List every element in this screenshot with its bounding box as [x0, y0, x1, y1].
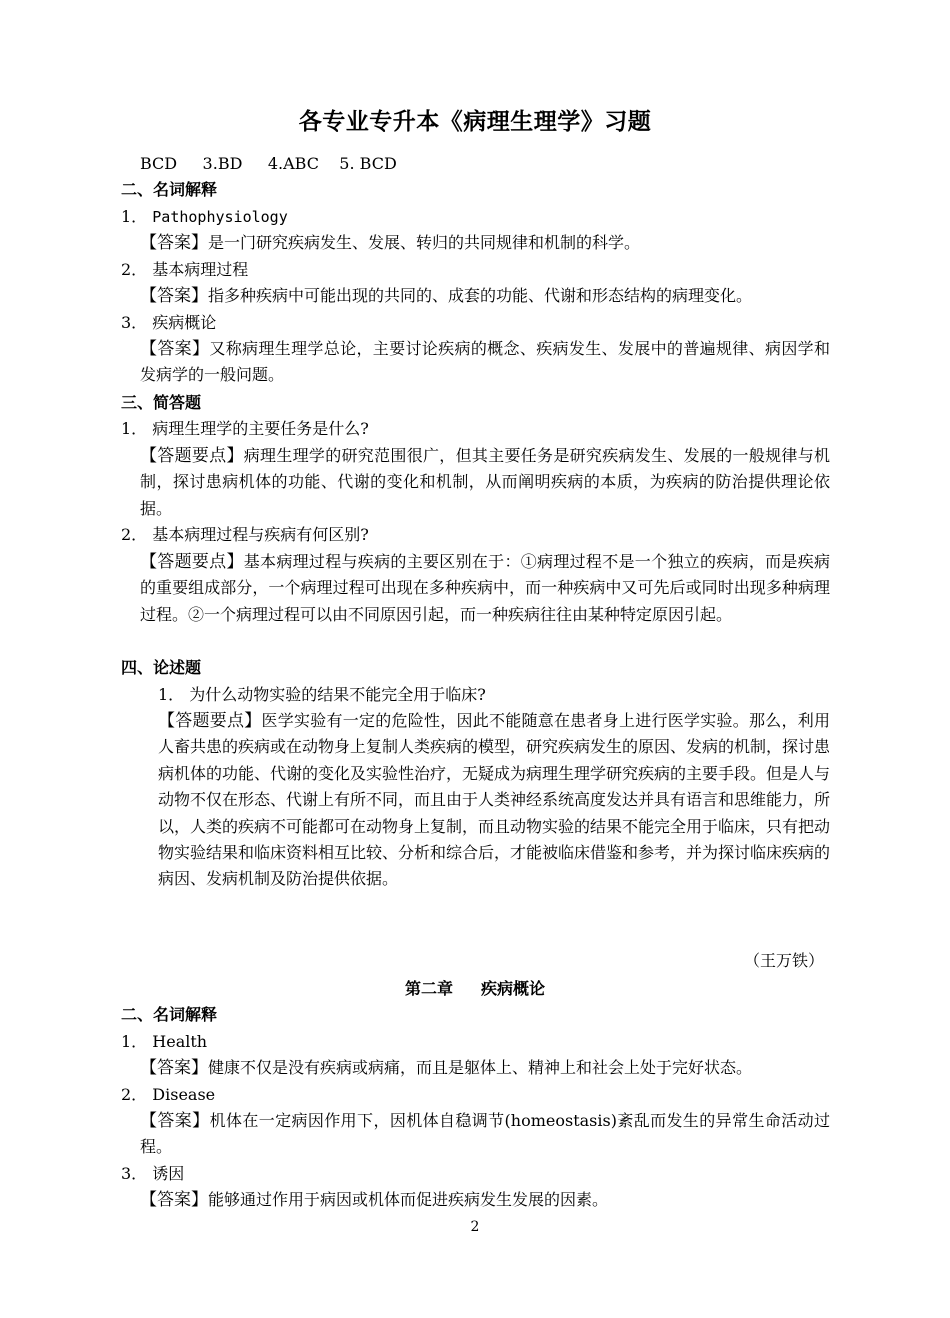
page-number: 2 — [470, 1219, 480, 1235]
term: 疾病概论 — [152, 313, 217, 332]
answer-text: 病理生理学的研究范围很广，但其主要任务是研究疾病发生、发展的一般规律与机制，探讨患病机体的功能、代谢的变化和机制，从而阐明疾病的本质，为疾病的防治提供理论依据。 — [140, 446, 830, 518]
answer-text: 能够通过作用于病因或机体而促进疾病发生发展的因素。 — [208, 1190, 609, 1209]
term-row — [121, 257, 248, 283]
item-number: 2． — [121, 1085, 148, 1104]
term: 诱因 — [152, 1164, 185, 1183]
section-heading: 三、简答题 — [121, 393, 202, 412]
chapter-number: 第二章 — [404, 979, 453, 998]
answer-tag: 【答案】 — [140, 1111, 210, 1131]
answer-text: 健康不仅是没有疾病或病痛，而且是躯体上、精神上和社会上处于完好状态。 — [208, 1058, 753, 1077]
item-number: 3． — [121, 313, 148, 332]
page-title: 各专业专升本《病理生理学》习题 — [298, 109, 652, 135]
term-row — [121, 1161, 184, 1187]
question-row — [158, 682, 486, 708]
term-row — [121, 1029, 207, 1055]
answer-tag: 【答案】 — [140, 286, 208, 306]
answer-paragraph — [140, 549, 830, 628]
answer-tag: 【答案】 — [140, 339, 210, 359]
chapter-name: 疾病概论 — [481, 979, 546, 998]
item-number: 3． — [121, 1164, 148, 1183]
answer-tag: 【答题要点】 — [140, 552, 244, 572]
answer-text: 又称病理生理学总论，主要讨论疾病的概念、疾病发生、发展中的普遍规律、病因学和发病学的一般问题。 — [140, 339, 830, 385]
answer-tag: 【答题要点】 — [140, 446, 244, 466]
question-text: 为什么动物实验的结果不能完全用于临床? — [189, 685, 486, 704]
item-number: 1． — [121, 1032, 148, 1051]
answer-text: 机体在一定病因作用下，因机体自稳调节(homeostasis)紊乱而发生的异常生命活动过程。 — [140, 1111, 831, 1157]
answer-tag: 【答案】 — [140, 1058, 208, 1078]
item-number: 1． — [121, 419, 148, 438]
answer-paragraph — [140, 1108, 830, 1161]
term: Health — [152, 1032, 208, 1051]
answer-paragraph — [140, 1055, 830, 1081]
question-row — [121, 522, 369, 548]
answer-keys: BCD 3.BD 4.ABC 5. BCD — [140, 154, 397, 173]
answer-paragraph — [140, 443, 830, 522]
question-text: 基本病理过程与疾病有何区别? — [152, 525, 369, 544]
term-row — [121, 310, 216, 336]
item-number: 1． — [158, 685, 185, 704]
item-number: 2． — [121, 260, 148, 279]
chapter-heading — [0, 976, 950, 1002]
answer-paragraph — [158, 708, 830, 893]
section-heading: 二、名词解释 — [121, 180, 218, 199]
answer-paragraph — [140, 283, 830, 309]
answer-text: 医学实验有一定的危险性，因此不能随意在患者身上进行医学实验。那么，利用人畜共患的疾病或在动物身上复制人类疾病的模型，研究疾病发生的原因、发病的机制，探讨患病机体的功能、代谢的变化及实验性治疗，无疑成为病理生理学研究疾病的主要手段。但是人与动物不仅在形态、代谢上有所不同，而且由于人类神经系统高度发达并具有语言和思维能力，所以，人类的疾病不可能都可在动物身上复制，而且动物实验的结果不能完全用于临床，只有把动物实验结果和临床资料相互比较、分析和综合后，才能被临床借鉴和参考，并为探讨临床疾病的病因、发病机制及防治提供依据。 — [158, 711, 831, 889]
section-heading: 四、论述题 — [121, 658, 202, 677]
answer-text: 是一门研究疾病发生、发展、转归的共同规律和机制的科学。 — [208, 233, 641, 252]
author-credit: （王万铁） — [743, 951, 824, 970]
answer-text: 指多种疾病中可能出现的共同的、成套的功能、代谢和形态结构的病理变化。 — [208, 286, 753, 305]
item-number: 1． — [121, 207, 148, 226]
section-heading: 二、名词解释 — [121, 1005, 218, 1024]
question-row — [121, 416, 369, 442]
question-text: 病理生理学的主要任务是什么? — [152, 419, 369, 438]
answer-paragraph — [140, 230, 830, 256]
answer-text: 基本病理过程与疾病的主要区别在于：①病理过程不是一个独立的疾病，而是疾病的重要组成部分，一个病理过程可出现在多种疾病中，而一种疾病中又可先后或同时出现多种病理过程。②一个病理过程可以由不同原因引起，而一种疾病往往由某种特定原因引起。 — [140, 552, 830, 624]
term: 基本病理过程 — [152, 260, 249, 279]
term-row — [121, 1082, 215, 1108]
term: Pathophysiology — [152, 208, 288, 226]
item-number: 2． — [121, 525, 148, 544]
answer-tag: 【答案】 — [140, 1190, 208, 1210]
answer-paragraph — [140, 336, 830, 389]
answer-paragraph — [140, 1187, 830, 1213]
term: Disease — [152, 1085, 216, 1104]
answer-tag: 【答案】 — [140, 233, 208, 253]
term-row — [121, 204, 288, 230]
answer-tag: 【答题要点】 — [158, 711, 262, 731]
